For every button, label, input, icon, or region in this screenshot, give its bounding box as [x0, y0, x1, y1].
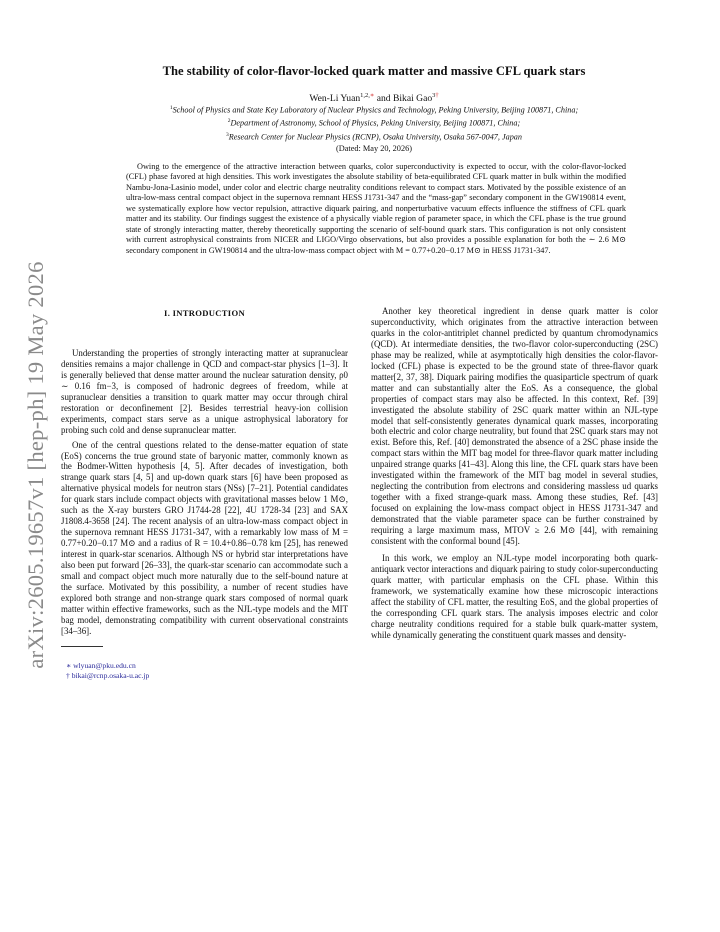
- intro-paragraph-2: One of the central questions related to the dense-matter equation of state (EoS) concerns the true ground state of baryonic matter, commonly known as the Bodmer-Witten hypothesis [4, 5]. After decades of investigation, both strange quark stars [4, 5] and up-down quark stars [6] have been proposed as alternative physical models for neutron stars (NSs) [7–21]. Potential candidates for quark stars include compact objects with gravitational masses below 1 M⊙, such as the X-ray bursters GRO J1744-28 [22], 4U 1728-34 [23] and SAX J1808.4-3658 [24]. The recent analysis of an ultra-low-mass compact object in the supernova remnant HESS J1731-347, with a remarkably low mass of M = 0.77+0.20−0.17 M⊙ and a radius of R = 10.4+0.86−0.78 km [25], has renewed interest in quark-star scenarios. Although NS or hybrid star interpretations have also been put forward [26–33], the quark-star scenario can accommodate such a small and compact object much more naturally due to the self-bound nature at the surface. Motivated by this possibility, a number of recent studies have explored both strange and non-strange quark stars composed of normal quark matter within effective frameworks, such as the NJL-type models and the MIT bag model, demonstrating compatibility with current observational constraints [34–36].: [61, 439, 348, 636]
- right-column: [371, 306, 658, 645]
- intro-paragraph-3: Another key theoretical ingredient in dense quark matter is color superconductivity, which originates from the attractive interaction between quarks in the color-antitriplet channel predicted by quantum chromodynamics (QCD). At intermediate densities, the two-flavor color-superconducting (2SC) phase may be realized, while at asymptotically high densities the color-flavor-locked (CFL) phase is expected to be the ground state of three-flavor quark matter[2, 37, 38]. Diquark pairing modifies the quasiparticle spectrum of quark matter and can substantially alter the EoS. As a consequence, the global properties of compact stars may also be affected. In this context, Ref. [39] investigated the absolute stability of 2SC quark matter within an NJL-type model that self-consistently generates dynamical quark masses, incorporating both electric and color charge neutrality, but found that 2SC quark stars may not exist. Before this, Ref. [40] demonstrated the absence of a 2SC phase inside the compact stars within the MIT bag model for three-flavor quark matter including unpaired strange quarks [41–43]. Along this line, the CFL quark stars have been investigated within the framework of the MIT bag model in several studies, neglecting the contribution from electrons and considering massless ud quarks together with a fixed strange-quark mass. Among these studies, Ref. [43] focused on explaining the low-mass compact object in HESS J1731-347 and demonstrated that the viable parameter space can be further constrained by requiring a large maximum mass, MTOV ≥ 2.6 M⊙ [44], with remaining consistent with the conformal bound [45].: [371, 306, 658, 547]
- author-1-affil-marks: 1,2,: [360, 92, 370, 99]
- left-column: [61, 308, 348, 682]
- intro-paragraph-1: Understanding the properties of strongly interacting matter at supranuclear densities remains a major challenge in QCD and compact-star physics [1–3]. It is generally believed that dense matter around the nuclear saturation density, ρ0 ∼ 0.16 fm−3, is composed of hadronic degrees of freedom, while at supranuclear densities a transition to quark matter may occur through chiral restoration or deconfinement [2]. Besides terrestrial heavy-ion collision experiments, compact stars serve as a unique astrophysical laboratory for probing such cold and dense supranuclear matter.: [61, 347, 348, 435]
- affiliation-2: $^2$Department of Astronomy, School of Physics, Peking University, Beijing 100871, China;: [227, 118, 521, 129]
- author-2-footnote-link[interactable]: †: [435, 92, 439, 99]
- footnote-email-2[interactable]: † bikai@rcnp.osaka-u.ac.jp: [66, 671, 150, 681]
- author-2-affil-marks: 3: [432, 92, 436, 99]
- affiliation-3: $^3$Research Center for Nuclear Physics (RCNP), Osaka University, Osaka 567-0047, Japan: [225, 131, 522, 142]
- affiliation-1: $^1$School of Physics and State Key Laboratory of Nuclear Physics and Technology, Peking University, Beijing 100871, China;: [169, 105, 579, 115]
- footnote-email-1[interactable]: ∗ wlyuan@pku.edu.cn: [66, 660, 136, 670]
- abstract: Owing to the emergence of the attractive interaction between quarks, color superconductivity is expected to occur, with the color-flavor-locked (CFL) phase favored at high densities. This work investigates the absolute stability of beta-equilibrated CFL quark matter in bulk within the modified Nambu-Jona-Lasinio model, under color and electric charge neutrality conditions relevant to compact stars. Motivated by the possible existence of an ultra-low-mass central compact object in the supernova remnant HESS J1731-347 and the “mass-gap” secondary component in the GW190814 event, we systematically explore how vector repulsion, attractive diquark pairing, and nonperturbative vacuum effects influence the stiffness of CFL quark matter and its stability. Our findings suggest the existence of a physically viable region of parameter space, in which the CFL phase is the true ground state of strongly interacting matter, thereby theoretically supporting the scenario of self-bound quark stars. This configuration is not only consistent with current astrophysical constraints from NICER and LIGO/Virgo observations, but also provides a possible explanation for both the ∼ 2.6 M⊙ secondary component in GW190814 and the ultra-low-mass compact object with M = 0.77+0.20−0.17 M⊙ in HESS J1731-347.: [126, 162, 626, 255]
- date-line: (Dated: May 20, 2026): [335, 144, 413, 153]
- intro-paragraph-4: In this work, we employ an NJL-type model incorporating both quark-antiquark vector interactions and diquark pairing to study color-superconducting quark matter, with particular emphasis on the CFL phase. Within this framework, we systematically examine how these microscopic interactions affect the stability of CFL matter, the resulting EoS, and the global properties of the corresponding CFL quark stars. The analysis imposes electric and color charge neutrality conditions required for a stable bulk quark-matter system, while dynamically generating the constituent quark masses and density-: [371, 552, 658, 640]
- section-heading-introduction: I. INTRODUCTION: [164, 308, 245, 318]
- arxiv-id-text: arXiv:2605.19657v1 [hep-ph] 19 May 2026: [23, 261, 48, 669]
- paper-title: The stability of color-flavor-locked quark matter and massive CFL quark stars: [162, 64, 586, 78]
- arxiv-identifier: [16, 255, 56, 675]
- affiliations: [90, 103, 658, 143]
- author-conjunction: and: [374, 93, 393, 105]
- author-2-name: Bikai Gao: [392, 93, 433, 105]
- author-1-name: Wen-Li Yuan: [309, 93, 361, 105]
- author-1-footnote-link[interactable]: ∗: [369, 92, 375, 99]
- footnote-divider: [61, 646, 103, 647]
